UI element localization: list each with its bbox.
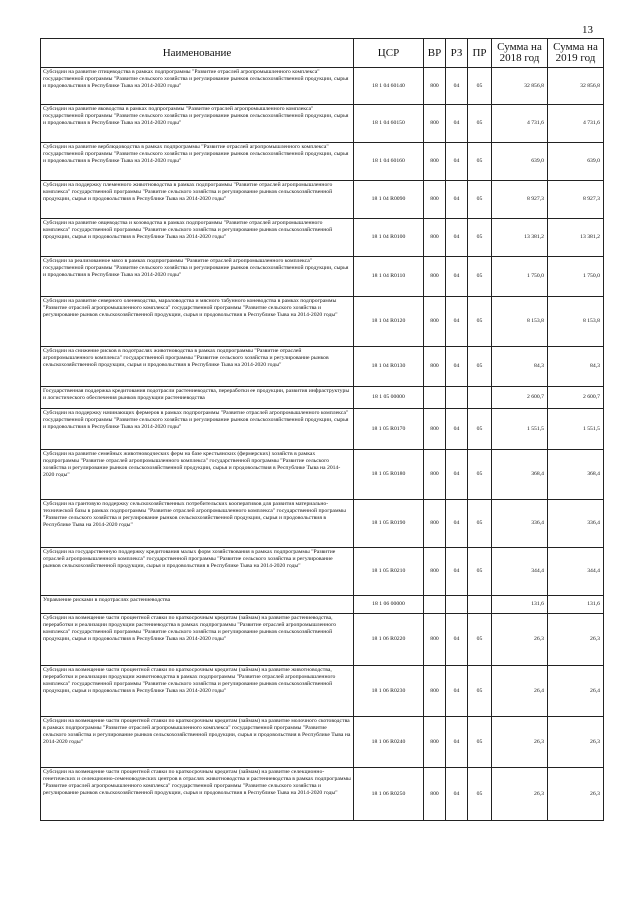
row-csr: 18 1 06 R0220 [354, 614, 424, 666]
row-sum-2019: 13 381,2 [548, 219, 604, 257]
row-rz: 04 [446, 219, 468, 257]
row-name: Субсидии на поддержку начинающих фермеров в рамках подпрограммы "Развитие отраслей агропромышленного комплекса" государственной программы "Развитие сельского хозяйства и регулирование рынков сельскохозяйственной продукции, сырья и продовольствия в Республике Тыва на 2014-2020 годы" [41, 409, 354, 450]
row-vr: 800 [424, 219, 446, 257]
row-sum-2018: 26,3 [492, 614, 548, 666]
row-rz: 04 [446, 297, 468, 347]
row-name: Субсидии на возмещение части процентной ставки по краткосрочным кредитам (займам) на развитие молочного скотоводства в рамках подпрограммы "Развитие отраслей агропромышленного комплекса" государственной программы "Развитие сельского хозяйства и регулирование рынков сельскохозяйственной продукции, сырья и продовольствия в Республике Тыва на 2014-2020 годы" [41, 717, 354, 768]
row-vr: 800 [424, 548, 446, 596]
row-rz: 04 [446, 717, 468, 768]
row-vr [424, 387, 446, 409]
row-rz [446, 596, 468, 614]
row-csr: 18 1 06 R0250 [354, 768, 424, 821]
row-pr: 05 [468, 450, 492, 500]
row-sum-2019: 2 600,7 [548, 387, 604, 409]
row-sum-2019: 8 153,8 [548, 297, 604, 347]
row-pr: 05 [468, 500, 492, 548]
row-pr: 05 [468, 548, 492, 596]
row-vr: 800 [424, 297, 446, 347]
table-row [41, 387, 604, 409]
row-pr: 05 [468, 768, 492, 821]
row-sum-2018: 131,6 [492, 596, 548, 614]
row-rz: 04 [446, 409, 468, 450]
row-name: Управление рисками в подотраслях растениеводства [41, 596, 354, 614]
row-rz: 04 [446, 500, 468, 548]
row-pr: 05 [468, 219, 492, 257]
page-number: 13 [582, 24, 593, 36]
header-sum-2019: Сумма на 2019 год [548, 39, 604, 68]
table-row [41, 297, 604, 347]
header-row [41, 39, 604, 68]
row-name: Субсидии на развитие птицеводства в рамках подпрограммы "Развитие отраслей агропромышленного комплекса" государственной программы "Развитие сельского хозяйства и регулирование рынков сельскохозяйственной продукции, сырья и продовольствия в Республике Тыва на 2014-2020 годы" [41, 68, 354, 105]
row-sum-2018: 1 551,5 [492, 409, 548, 450]
row-vr [424, 596, 446, 614]
row-csr: 18 1 06 R0230 [354, 666, 424, 717]
header-csr: ЦСР [354, 39, 424, 68]
row-vr: 800 [424, 143, 446, 181]
row-sum-2018: 639,0 [492, 143, 548, 181]
header-name: Наименование [41, 39, 354, 68]
row-rz [446, 387, 468, 409]
row-pr: 05 [468, 614, 492, 666]
row-rz: 04 [446, 548, 468, 596]
header-sum-2018: Сумма на 2018 год [492, 39, 548, 68]
row-sum-2019: 32 856,8 [548, 68, 604, 105]
row-rz: 04 [446, 181, 468, 219]
row-vr: 800 [424, 614, 446, 666]
table-row [41, 143, 604, 181]
row-sum-2019: 344,4 [548, 548, 604, 596]
row-sum-2018: 84,3 [492, 347, 548, 387]
row-vr: 800 [424, 717, 446, 768]
row-csr: 18 1 04 60140 [354, 68, 424, 105]
row-rz: 04 [446, 105, 468, 143]
row-name: Государственная поддержка кредитования подотрасли растениеводства, переработки ее продукции, развития инфраструктуры и логистического обеспечения рынков продукции растениеводства [41, 387, 354, 409]
budget-table [40, 38, 604, 821]
row-name: Субсидии на грантовую поддержку сельскохозяйственных потребительских кооперативов для развития материально-технической базы в рамках подпрограммы "Развитие отраслей агропромышленного комплекса" государственной программы "Развитие сельского хозяйства и регулирование рынков сельскохозяйственной продукции, сырья и продовольствия в Республике Тыва на 2014-2020 годы" [41, 500, 354, 548]
row-sum-2019: 84,3 [548, 347, 604, 387]
row-pr: 05 [468, 297, 492, 347]
row-sum-2018: 1 750,0 [492, 257, 548, 297]
row-name: Субсидии на возмещение части процентной ставки по краткосрочным кредитам (займам) на развитие животноводства, переработки и реализации продукции животноводства в рамках подпрограммы "Развитие отраслей агропромышленного комплекса" государственной программы "Развитие сельского хозяйства и регулирование рынков сельскохозяйственной продукции, сырья и продовольствия в Республике Тыва на 2014-2020 годы" [41, 666, 354, 717]
table-row [41, 768, 604, 821]
table-row [41, 666, 604, 717]
row-sum-2019: 368,4 [548, 450, 604, 500]
row-sum-2018: 13 381,2 [492, 219, 548, 257]
table-row [41, 219, 604, 257]
row-sum-2019: 1 551,5 [548, 409, 604, 450]
row-name: Субсидии за реализованное мясо в рамках подпрограммы "Развитие отраслей агропромышленного комплекса" государственной программы "Развитие сельского хозяйства и регулирование рынков сельскохозяйственной продукции, сырья и продовольствия в Республике Тыва на 2014-2020 годы" [41, 257, 354, 297]
row-rz: 04 [446, 257, 468, 297]
row-pr [468, 387, 492, 409]
row-sum-2019: 639,0 [548, 143, 604, 181]
row-rz: 04 [446, 768, 468, 821]
row-csr: 18 1 05 00000 [354, 387, 424, 409]
row-sum-2019: 26,3 [548, 614, 604, 666]
row-sum-2018: 2 600,7 [492, 387, 548, 409]
row-rz: 04 [446, 614, 468, 666]
row-vr: 800 [424, 409, 446, 450]
row-csr: 18 1 04 R0110 [354, 257, 424, 297]
row-pr: 05 [468, 181, 492, 219]
table-row [41, 614, 604, 666]
row-name: Субсидии на государственную поддержку кредитования малых форм хозяйствования в рамках подпрограммы "Развитие отраслей агропромышленного комплекса" государственной программы "Развитие сельского хозяйства и регулирование рынков сельскохозяйственной продукции, сырья и продовольствия в Республике Тыва на 2014-2020 годы" [41, 548, 354, 596]
row-csr: 18 1 04 60150 [354, 105, 424, 143]
table-row [41, 717, 604, 768]
row-csr: 18 1 04 R0090 [354, 181, 424, 219]
row-sum-2019: 26,3 [548, 717, 604, 768]
row-csr: 18 1 06 00000 [354, 596, 424, 614]
row-pr: 05 [468, 143, 492, 181]
row-csr: 18 1 04 R0120 [354, 297, 424, 347]
row-pr: 05 [468, 347, 492, 387]
row-rz: 04 [446, 143, 468, 181]
row-vr: 800 [424, 257, 446, 297]
table-row [41, 500, 604, 548]
row-csr: 18 1 04 R0100 [354, 219, 424, 257]
row-pr: 05 [468, 717, 492, 768]
row-name: Субсидии на развитие овцеводства и козоводства в рамках подпрограммы "Развитие отраслей агропромышленного комплекса" государственной программы "Развитие сельского хозяйства и регулирование рынков сельскохозяйственной продукции, сырья и продовольствия в Республике Тыва на 2014-2020 годы" [41, 219, 354, 257]
row-sum-2019: 336,4 [548, 500, 604, 548]
row-sum-2018: 26,3 [492, 717, 548, 768]
row-vr: 800 [424, 666, 446, 717]
row-csr: 18 1 05 R0190 [354, 500, 424, 548]
row-sum-2019: 26,3 [548, 768, 604, 821]
header-rz: РЗ [446, 39, 468, 68]
table-row [41, 347, 604, 387]
row-pr: 05 [468, 666, 492, 717]
row-name: Субсидии на развитие семейных животноводческих ферм на базе крестьянских (фермерских) хозяйств в рамках подпрограммы "Развитие отраслей агропромышленного комплекса" государственной программы "Развитие сельского хозяйства и регулирование рынков сельскохозяйственной продукции, сырья и продовольствия в Республике Тыва на 2014-2020 годы" [41, 450, 354, 500]
row-csr: 18 1 06 R0240 [354, 717, 424, 768]
row-csr: 18 1 05 R0210 [354, 548, 424, 596]
row-vr: 800 [424, 500, 446, 548]
row-sum-2018: 8 153,8 [492, 297, 548, 347]
row-pr: 05 [468, 257, 492, 297]
row-sum-2019: 1 750,0 [548, 257, 604, 297]
row-csr: 18 1 05 R0180 [354, 450, 424, 500]
row-csr: 18 1 04 60160 [354, 143, 424, 181]
table-row [41, 409, 604, 450]
row-name: Субсидии на поддержку племенного животноводства в рамках подпрограммы "Развитие отраслей агропромышленного комплекса" государственной программы "Развитие сельского хозяйства и регулирование рынков сельскохозяйственной продукции, сырья и продовольствия в Республике Тыва на 2014-2020 годы" [41, 181, 354, 219]
row-csr: 18 1 04 R0130 [354, 347, 424, 387]
row-pr [468, 596, 492, 614]
row-rz: 04 [446, 450, 468, 500]
row-vr: 800 [424, 450, 446, 500]
row-csr: 18 1 05 R0170 [354, 409, 424, 450]
header-vr: ВР [424, 39, 446, 68]
table-row [41, 181, 604, 219]
header-pr: ПР [468, 39, 492, 68]
table-row [41, 548, 604, 596]
row-rz: 04 [446, 347, 468, 387]
row-name: Субсидии на возмещение части процентной ставки по краткосрочным кредитам (займам) на развитие селекционно-генетических и селекционно-семеноводческих центров в отраслях животноводства и растениеводства в рамках подпрограммы "Развитие отраслей агропромышленного комплекса" государственной программы "Развитие сельского хозяйства и регулирование рынков сельскохозяйственной продукции, сырья и продовольствия в Республике Тыва на 2014-2020 годы" [41, 768, 354, 821]
row-pr: 05 [468, 105, 492, 143]
row-sum-2018: 8 927,3 [492, 181, 548, 219]
row-sum-2019: 26,4 [548, 666, 604, 717]
row-sum-2018: 26,4 [492, 666, 548, 717]
table-row [41, 68, 604, 105]
row-name: Субсидии на развитие северного оленеводства, мараловодства и мясного табунного коневодства в рамках подпрограммы "Развитие отраслей агропромышленного комплекса" государственной программы "Развитие сельского хозяйства и регулирование рынков сельскохозяйственной продукции, сырья и продовольствия в Республике Тыва на 2014-2020 годы" [41, 297, 354, 347]
row-sum-2018: 32 856,8 [492, 68, 548, 105]
row-pr: 05 [468, 68, 492, 105]
row-sum-2019: 8 927,3 [548, 181, 604, 219]
row-sum-2019: 4 731,6 [548, 105, 604, 143]
row-name: Субсидии на снижение рисков в подотраслях животноводства в рамках подпрограммы "Развитие отраслей агропромышленного комплекса" государственной программы "Развитие сельского хозяйства и регулирование рынков сельскохозяйственной продукции, сырья и продовольствия в Республике Тыва на 2014-2020 годы" [41, 347, 354, 387]
row-sum-2018: 344,4 [492, 548, 548, 596]
row-vr: 800 [424, 105, 446, 143]
row-vr: 800 [424, 347, 446, 387]
table-row [41, 105, 604, 143]
row-vr: 800 [424, 768, 446, 821]
row-sum-2018: 4 731,6 [492, 105, 548, 143]
table-row [41, 450, 604, 500]
table-row [41, 596, 604, 614]
row-name: Субсидии на возмещение части процентной ставки по краткосрочным кредитам (займам) на развитие растениеводства, переработки и реализации продукции растениеводства в рамках подпрограммы "Развитие отраслей агропромышленного комплекса" государственной программы "Развитие сельского хозяйства и регулирование рынков сельскохозяйственной продукции, сырья и продовольствия в Республике Тыва на 2014-2020 годы" [41, 614, 354, 666]
row-sum-2019: 131,6 [548, 596, 604, 614]
row-sum-2018: 336,4 [492, 500, 548, 548]
table-row [41, 257, 604, 297]
row-sum-2018: 26,3 [492, 768, 548, 821]
row-rz: 04 [446, 666, 468, 717]
row-vr: 800 [424, 68, 446, 105]
row-pr: 05 [468, 409, 492, 450]
row-name: Субсидии на развитие яководства в рамках подпрограммы "Развитие отраслей агропромышленного комплекса" государственной программы "Развитие сельского хозяйства и регулирование рынков сельскохозяйственной продукции, сырья и продовольствия в Республике Тыва на 2014-2020 годы" [41, 105, 354, 143]
row-rz: 04 [446, 68, 468, 105]
row-vr: 800 [424, 181, 446, 219]
row-sum-2018: 368,4 [492, 450, 548, 500]
row-name: Субсидии на развитие верблюдоводства в рамках подпрограммы "Развитие отраслей агропромышленного комплекса" государственной программы "Развитие сельского хозяйства и регулирование рынков сельскохозяйственной продукции, сырья и продовольствия в Республике Тыва на 2014-2020 годы" [41, 143, 354, 181]
